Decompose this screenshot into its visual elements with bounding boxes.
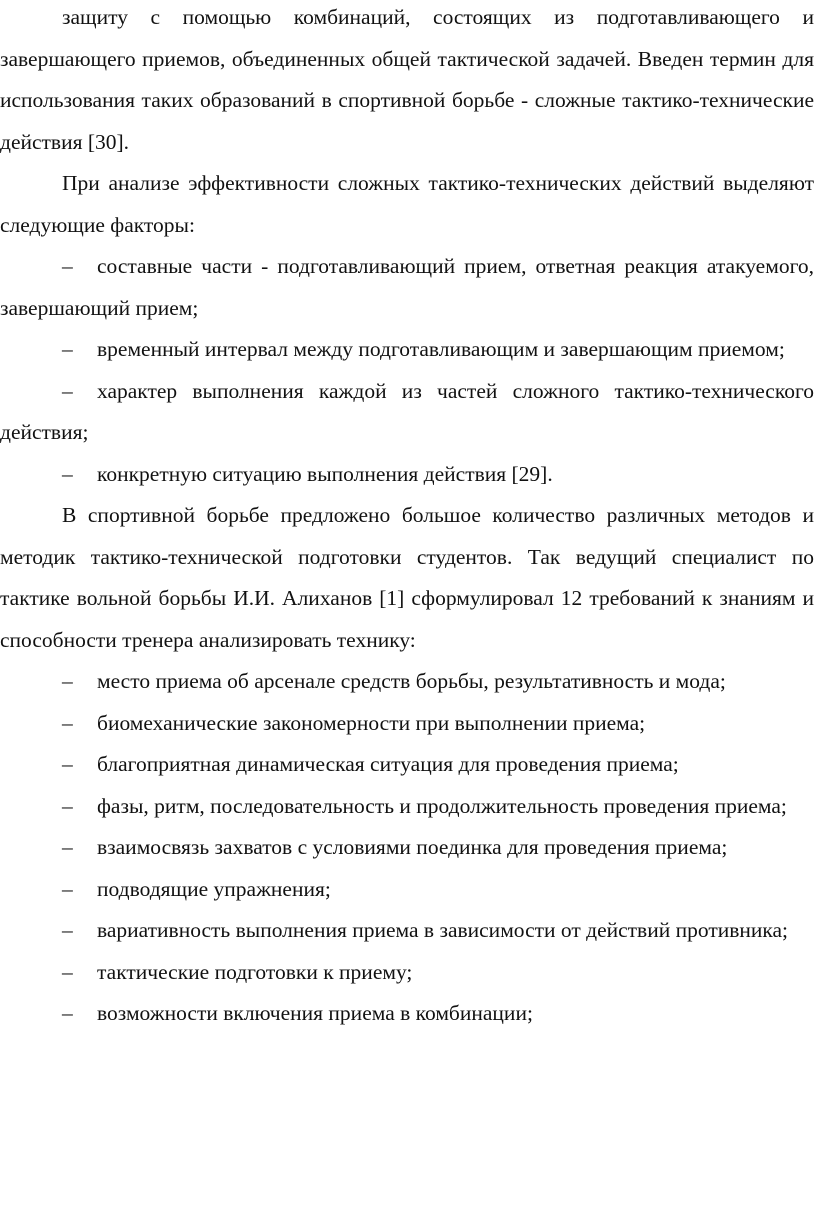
list-item-text: характер выполнения каждой из частей сложного тактико-технического действия;	[0, 378, 814, 444]
list-item	[0, 869, 814, 911]
paragraph-factors-intro: При анализе эффективности сложных тактико-технических действий выделяют следующие факторы:	[0, 171, 814, 237]
dash-bullet: –	[62, 835, 73, 859]
list-item	[0, 744, 814, 786]
list-item-text: подводящие упражнения;	[97, 876, 331, 901]
dash-bullet: –	[62, 959, 73, 984]
requirements-list	[0, 661, 814, 1035]
factors-list	[0, 246, 814, 495]
list-item-text: биомеханические закономерности при выполнении приема;	[97, 710, 646, 735]
dash-bullet: –	[62, 378, 73, 403]
dash-bullet: –	[62, 793, 73, 818]
list-item-text: вариативность выполнения приема в зависимости от действий противника;	[97, 918, 789, 942]
dash-bullet: –	[62, 918, 73, 942]
dash-bullet: –	[62, 669, 73, 693]
list-item-text: конкретную ситуацию выполнения действия [29].	[97, 461, 553, 486]
list-item	[0, 454, 814, 496]
list-item	[0, 952, 814, 994]
list-item	[0, 703, 814, 745]
list-item-text: взаимосвязь захватов с условиями поединка для проведения приема;	[97, 835, 728, 859]
dash-bullet: –	[62, 254, 73, 278]
list-item	[0, 786, 814, 828]
dash-bullet: –	[62, 461, 73, 486]
paragraph-methods: В спортивной борьбе предложено большое количество различных методов и методик тактико-технической подготовки студентов. Так ведущий специалист по тактике вольной борьбы И.И. Алиханов [1] сформулировал 12 требований к знаниям и способности тренера анализировать технику:	[0, 503, 814, 652]
list-item	[0, 371, 814, 454]
list-item-text: временный интервал между подготавливающим и завершающим приемом;	[97, 337, 785, 361]
list-item-text: место приема об арсенале средств борьбы, результативность и мода;	[97, 669, 726, 693]
list-item	[0, 827, 814, 869]
list-item	[0, 246, 814, 329]
dash-bullet: –	[62, 752, 73, 776]
paragraph-continuation: защиту с помощью комбинаций, состоящих из подготавливающего и завершающего приемов, объединенных общей тактической задачей. Введен термин для использования таких образований в спортивной борьбе - сложные тактико-технические действия [30].	[0, 5, 814, 154]
list-item	[0, 661, 814, 703]
list-item-text: составные части - подготавливающий прием, ответная реакция атакуемого, завершающий прием;	[0, 254, 814, 320]
dash-bullet: –	[62, 1001, 73, 1025]
list-item-text: фазы, ритм, последовательность и продолжительность проведения приема;	[97, 793, 787, 818]
dash-bullet: –	[62, 876, 73, 901]
dash-bullet: –	[62, 710, 73, 735]
list-item	[0, 329, 814, 371]
list-item	[0, 993, 814, 1035]
list-item-text: благоприятная динамическая ситуация для проведения приема;	[97, 752, 679, 776]
list-item-text: возможности включения приема в комбинации;	[97, 1001, 533, 1025]
dash-bullet: –	[62, 337, 73, 361]
list-item	[0, 910, 814, 952]
list-item-text: тактические подготовки к приему;	[97, 959, 413, 984]
